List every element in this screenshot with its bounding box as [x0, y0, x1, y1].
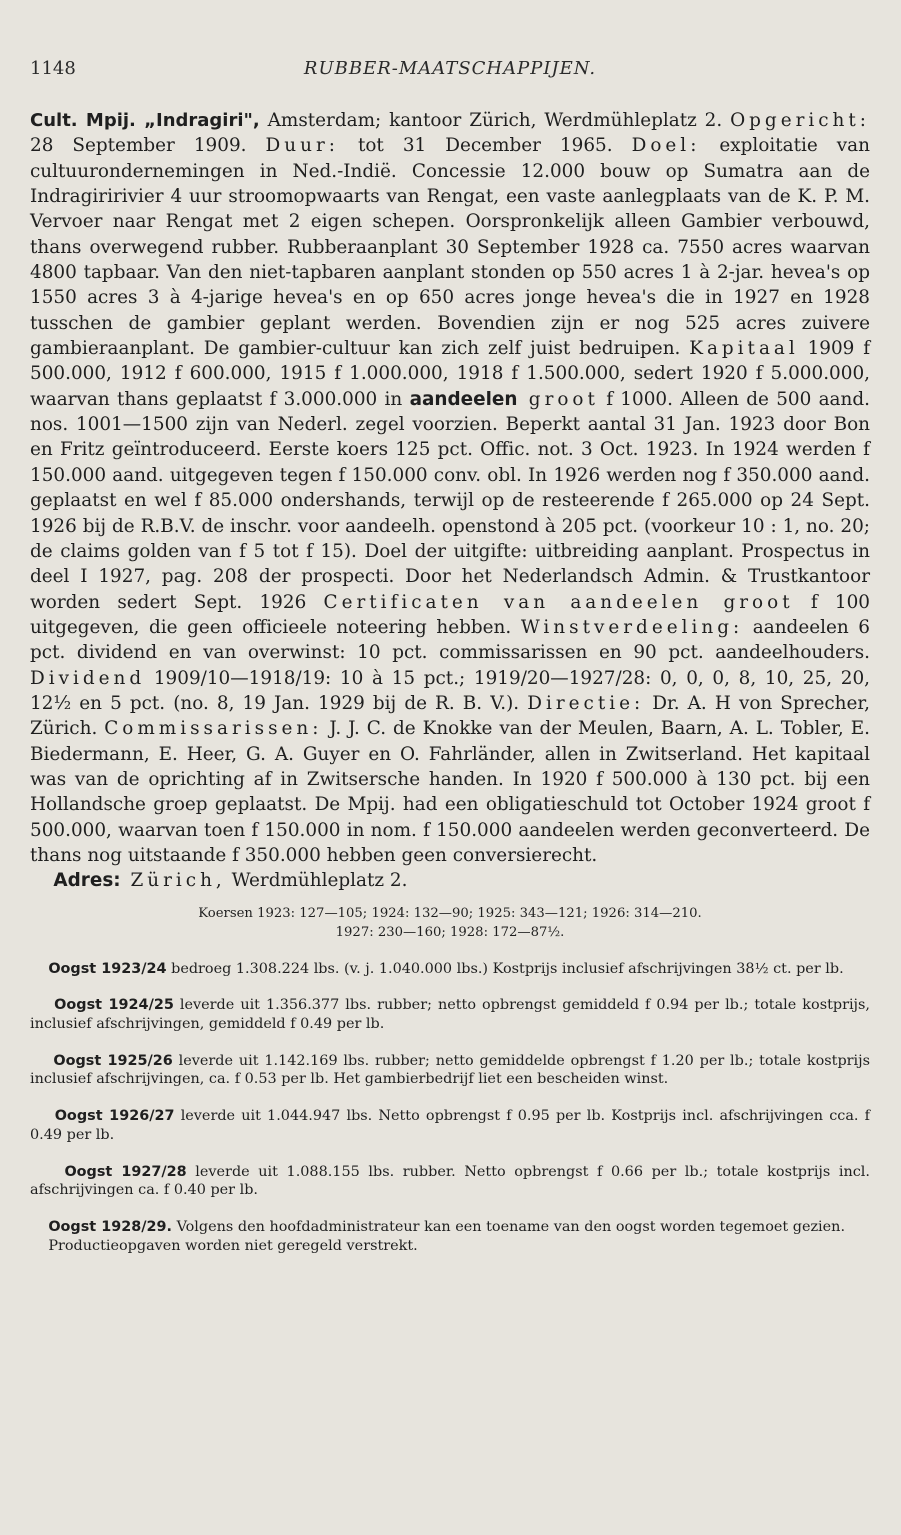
kapitaal-text: 1909 f 500.000, 1912 f 600.000, 1915 f 1.000.000, 1918 f 1.500.000, sedert 1920 f 5.000.000, waarvan thans geplaatst f 3.000.000 in	[30, 338, 870, 410]
running-title: RUBBER-MAATSCHAPPIJEN.	[303, 58, 597, 79]
dividend-label: Dividend	[30, 667, 146, 689]
harvest-note	[30, 1237, 870, 1256]
page-header	[30, 58, 870, 92]
harvest-label: Oogst 1927/28	[64, 1163, 187, 1180]
groot-label: groot	[517, 388, 599, 410]
certificaten-label: Certificaten van aandeelen groot	[323, 591, 794, 613]
harvest-item	[30, 1163, 870, 1200]
directie-text: Dr. A. H von Sprecher, Zürich.	[30, 692, 870, 740]
company-name: Cult. Mpij. „Indragiri",	[30, 110, 260, 131]
harvest-label: Oogst 1925/26	[53, 1052, 173, 1069]
commissarissen-text: J. J. C. de Knokke van der Meulen, Baarn, A. L. Tobler, E. Biedermann, E. Heer, G. A. Guyer en O. Fahrländer, allen in Zwitserland. Het kapitaal was van de oprichting af in Zwitsersche handen. In 1920 f 500.000 à 130 pct. bij een Hollandsche groep geplaatst. De Mpij. had een obligatieschuld tot October 1924 groot f 500.000, waarvan toen f 150.000 in nom. f 150.000 aandeelen werden geconverteerd. De thans nog uitstaande f 350.000 hebben geen conversierecht.	[30, 718, 870, 866]
aandeelen-text: f 1000. Alleen de 500 aand. nos. 1001—1500 zijn van Nederl. zegel voorzien. Beperkt aantal 31 Jan. 1923 door Bon en Fritz geïntroduceerd. Eerste koers 125 pct. Offic. not. 3 Oct. 1923. In 1924 werden f 150.000 aand. uitgegeven tegen f 150.000 conv. obl. In 1926 werden nog f 350.000 aand. geplaatst en wel f 85.000 ondershands, terwijl op de resteerende f 265.000 op 24 Sept. 1926 bij de R.B.V. de inschr. voor aandeelh. openstond à 205 pct. (voorkeur 10 : 1, no. 20; de claims golden van f 5 tot f 15). Doel der uitgifte: uitbreiding aanplant. Prospectus in deel I 1927, pag. 208 der prospecti. Door het Nederlandsch Admin. & Trustkantoor worden sedert Sept. 1926	[30, 388, 870, 613]
page-number: 1148	[30, 58, 76, 79]
opgericht-label: Opgericht:	[730, 110, 870, 131]
harvest-text: bedroeg 1.308.224 lbs. (v. j. 1.040.000 lbs.) Kostprijs inclusief afschrijvingen 38½ ct. per lb.	[166, 960, 844, 977]
duur-text: tot 31 December 1965.	[338, 135, 632, 157]
doel-label: Doel:	[631, 135, 701, 157]
harvest-item	[30, 1052, 870, 1089]
harvest-item	[30, 960, 870, 979]
koersen-line: Koersen 1923: 127—105; 1924: 132—90; 1925: 343—121; 1926: 314—210.	[198, 905, 702, 921]
document-page	[30, 58, 870, 1255]
harvest-label: Oogst 1926/27	[54, 1108, 175, 1125]
adres-text: Werdmühleplatz 2.	[225, 870, 408, 892]
winstverdeeling-text: aandeelen 6 pct. dividend en van overwinst: 10 pct. commissarissen en 90 pct. aandeelhouders.	[30, 616, 870, 664]
harvest-text: leverde uit 1.088.155 lbs. rubber. Netto opbrengst f 0.66 per lb.; totale kostprijs incl. afschrijvingen ca. f 0.40 per lb.	[30, 1163, 870, 1199]
certificaten-text: f 100 uitgegeven, die geen officieele noteering hebben.	[30, 591, 870, 638]
adres-label: Adres:	[53, 870, 121, 892]
harvest-text: leverde uit 1.356.377 lbs. rubber; netto opbrengst gemiddeld f 0.94 per lb.; totale kostprijs, inclusief afschrijvingen, gemiddeld f 0.49 per lb.	[30, 997, 870, 1033]
company-entry	[30, 108, 870, 894]
winstverdeeling-label: Winstverdeeling:	[520, 616, 744, 638]
harvest-text: leverde uit 1.044.947 lbs. Netto opbrengst f 0.95 per lb. Kostprijs incl. afschrijvingen cca. f 0.49 per lb.	[30, 1108, 870, 1143]
directie-label: Directie:	[527, 692, 645, 714]
harvest-label: Oogst 1924/25	[54, 997, 174, 1014]
opgericht-text: 28 September 1909.	[30, 135, 266, 157]
harvest-item	[30, 1107, 870, 1144]
harvest-text: Volgens den hoofdadministrateur kan een toename van den oogst worden tegemoet gezien.	[172, 1218, 846, 1235]
duur-label: Duur:	[265, 135, 339, 157]
harvest-label: Oogst 1923/24	[48, 960, 167, 977]
aandeelen-label: aandeelen	[409, 388, 518, 410]
koersen-line: 1927: 230—160; 1928: 172—87½.	[335, 924, 565, 940]
harvest-item	[30, 1218, 870, 1255]
adres-city: Zürich,	[120, 870, 226, 892]
harvest-note-text: Productieopgaven worden niet geregeld verstrekt.	[48, 1237, 418, 1254]
commissarissen-label: Commissarissen:	[104, 718, 323, 740]
harvest-text: leverde uit 1.142.169 lbs. rubber; netto gemiddelde opbrengst f 1.20 per lb.; totale kostprijs inclusief afschrijvingen, ca. f 0.53 per lb. Het gambierbedrijf liet een bescheiden winst.	[30, 1052, 870, 1088]
entry-intro: Amsterdam; kantoor Zürich, Werdmühleplatz 2.	[259, 110, 731, 131]
harvest-list	[30, 960, 870, 1256]
harvest-item	[30, 996, 870, 1033]
harvest-label: Oogst 1928/29.	[48, 1218, 172, 1235]
dividend-text: 1909/10—1918/19: 10 à 15 pct.; 1919/20—1927/28: 0, 0, 0, 8, 10, 25, 20, 12½ en 5 pct. (no. 8, 19 Jan. 1929 bij de R. B. V.).	[30, 667, 870, 714]
doel-text: exploitatie van cultuurondernemingen in Ned.-Indië. Concessie 12.000 bouw op Sumatra aan de Indragiririvier 4 uur stroomopwaarts van Rengat, een vaste aanlegplaats van de K. P. M. Vervoer naar Rengat met 2 eigen schepen. Oorspronkelijk alleen Gambier verbouwd, thans overwegend rubber. Rubberaanplant 30 September 1928 ca. 7550 acres waarvan 4800 tapbaar. Van den niet-tapbaren aanplant stonden op 550 acres 1 à 2-jar. hevea's op 1550 acres 3 à 4-jarige hevea's en op 650 acres jonge hevea's die in 1927 en 1928 tusschen de gambier geplant werden. Bovendien zijn er nog 525 acres zuivere gambieraanplant. De gambier-cultuur kan zich zelf juist bedruipen.	[30, 135, 870, 360]
kapitaal-label: Kapitaal	[689, 338, 799, 360]
address-line	[30, 868, 870, 893]
price-history	[30, 904, 870, 942]
